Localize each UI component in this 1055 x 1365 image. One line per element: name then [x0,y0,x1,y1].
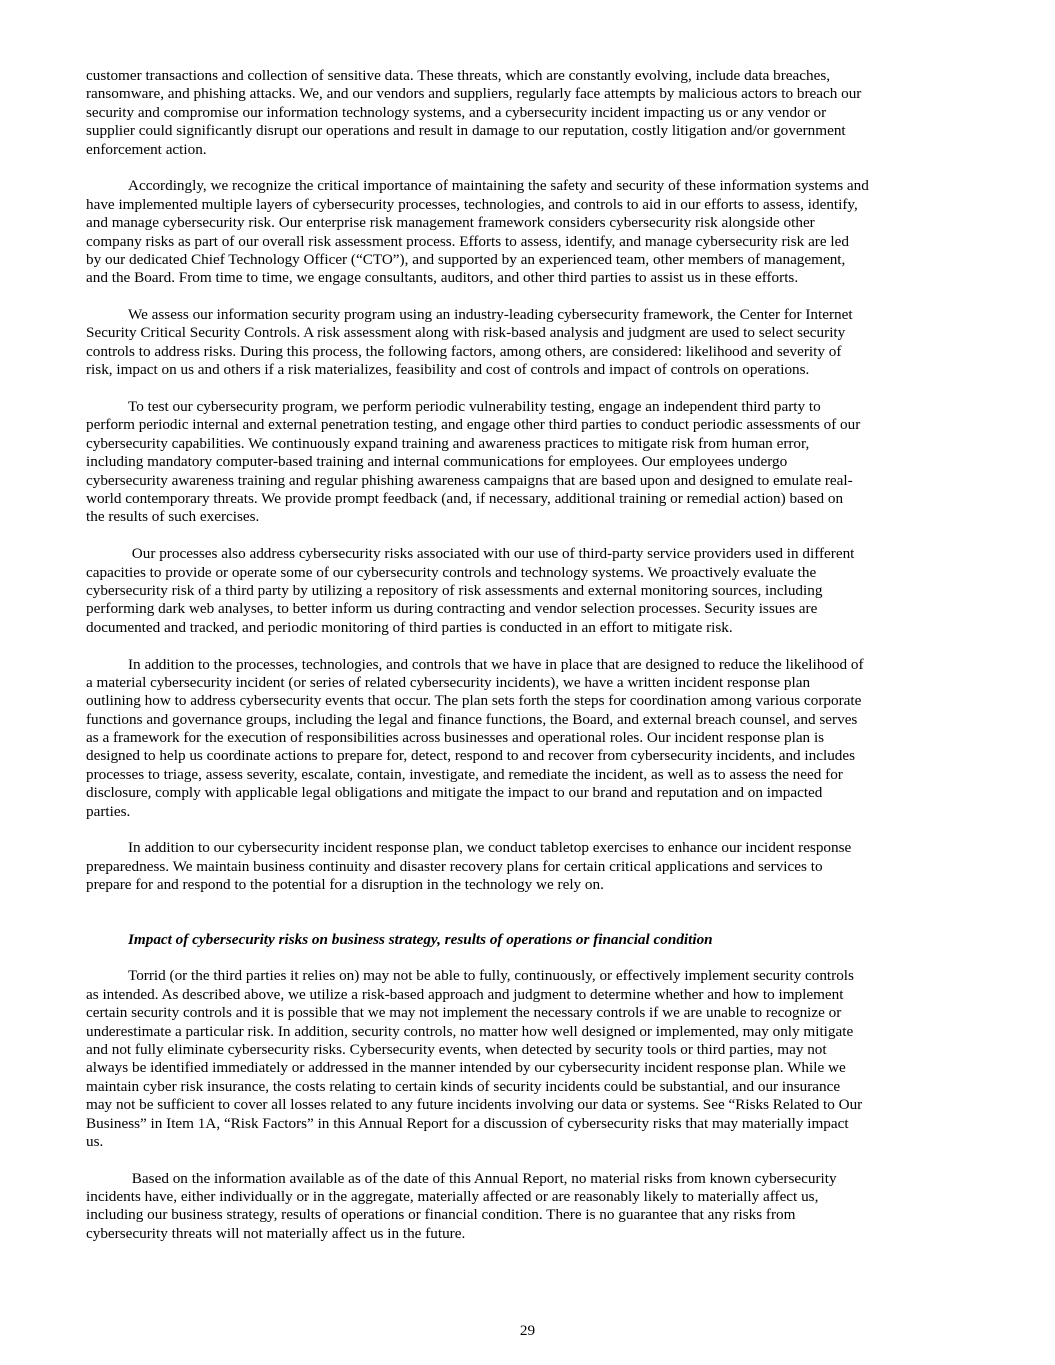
text-line: a material cybersecurity incident (or series of related cybersecurity incidents), we have a written incident response plan [86,673,811,691]
paragraph [86,656,976,822]
text-line: supplier could significantly disrupt our operations and result in damage to our reputation, costly litigation and/or government [86,122,846,140]
text-line: functions and governance groups, including the legal and finance functions, the Board, and external breach counsel, and serves [86,710,858,728]
text-line: have implemented multiple layers of cybersecurity processes, technologies, and controls to aid in our efforts to assess, identify, [86,195,858,213]
document-page [86,67,976,1262]
text-line: by our dedicated Chief Technology Officer (“CTO”), and supported by an experienced team, other members of management, [86,250,846,268]
text-line: as intended. As described above, we utilize a risk-based approach and judgment to determine whether and how to implement [86,985,844,1003]
paragraph [86,67,976,159]
text-line: outlining how to address cybersecurity events that occur. The plan sets forth the steps for coordination among various corporate [86,692,862,710]
text-line: To test our cybersecurity program, we perform periodic vulnerability testing, engage an independent third party to [128,398,821,416]
paragraph [86,1170,976,1244]
text-line: the results of such exercises. [86,508,260,526]
paragraph [86,398,976,527]
paragraph [86,177,976,287]
paragraph [86,839,976,894]
text-line: perform periodic internal and external penetration testing, and engage other third parties to conduct periodic assessments of our [86,416,861,434]
text-line: preparedness. We maintain business continuity and disaster recovery plans for certain critical applications and services to [86,857,823,875]
text-line: parties. [86,802,131,820]
text-line: cybersecurity awareness training and regular phishing awareness campaigns that are based upon and designed to emulate real- [86,471,853,489]
text-line: and the Board. From time to time, we engage consultants, auditors, and other third parties to assist us in these efforts. [86,269,799,287]
text-line: certain security controls and it is possible that we may not implement the necessary controls if we are unable to recognize or [86,1004,842,1022]
text-line: enforcement action. [86,140,207,158]
text-line: Based on the information available as of the date of this Annual Report, no material risks from known cybersecurity [128,1169,837,1187]
text-line: ransomware, and phishing attacks. We, and our vendors and suppliers, regularly face attempts by malicious actors to breach our [86,85,862,103]
text-line: Torrid (or the third parties it relies on) may not be able to fully, continuously, or effectively implement security controls [128,967,854,985]
text-line: performing dark web analyses, to better inform us during contracting and vendor selection processes. Security issues are [86,600,818,618]
text-line: and manage cybersecurity risk. Our enterprise risk management framework considers cybersecurity risk alongside other [86,214,815,232]
text-line: underestimate a particular risk. In addition, security controls, no matter how well designed or implemented, may only mitigate [86,1022,854,1040]
text-line: may not be sufficient to cover all losses related to any future incidents involving our data or systems. See “Risks Related to Our [86,1096,863,1114]
text-line: maintain cyber risk insurance, the costs relating to certain kinds of security incidents could be substantial, and our insurance [86,1077,841,1095]
text-line: Accordingly, we recognize the critical importance of maintaining the safety and security of these information systems and [128,177,869,195]
text-line: as a framework for the execution of responsibilities across businesses and operational roles. Our incident response plan is [86,729,825,747]
text-line: us. [86,1132,104,1150]
text-line: including our business strategy, results of operations or financial condition. There is no guarantee that any risks from [86,1206,796,1224]
section-heading: Impact of cybersecurity risks on business strategy, results of operations or financial condition [128,930,713,948]
text-line: and not fully eliminate cybersecurity risks. Cybersecurity events, when detected by security tools or third parties, may not [86,1040,827,1058]
text-line: documented and tracked, and periodic monitoring of third parties is conducted in an effort to mitigate risk. [86,618,733,636]
text-line: In addition to the processes, technologies, and controls that we have in place that are designed to reduce the likelihood of [128,655,864,673]
paragraphs-before-heading [86,67,976,895]
text-line: In addition to our cybersecurity incident response plan, we conduct tabletop exercises to enhance our incident response [128,839,852,857]
text-line: including mandatory computer-based training and internal communications for employees. Our employees undergo [86,453,788,471]
text-line: prepare for and respond to the potential for a disruption in the technology we rely on. [86,876,604,894]
text-line: capacities to provide or operate some of our cybersecurity controls and technology systems. We proactively evaluate the [86,563,817,581]
text-line: designed to help us coordinate actions to prepare for, detect, respond to and recover from cybersecurity incidents, and includes [86,747,856,765]
text-line: disclosure, comply with applicable legal obligations and mitigate the impact to our brand and reputation and on impacted [86,784,823,802]
text-line: cybersecurity capabilities. We continuously expand training and awareness practices to mitigate risk from human error, [86,434,810,452]
text-line: company risks as part of our overall risk assessment process. Efforts to assess, identify, and manage cybersecurity risk are led [86,232,849,250]
paragraph [86,545,976,637]
text-line: We assess our information security program using an industry-leading cybersecurity framework, the Center for Internet [128,306,853,324]
page-number: 29 [519,1322,536,1339]
text-line: cybersecurity threats will not materially affect us in the future. [86,1224,466,1242]
paragraph [86,967,976,1151]
paragraphs-after-heading [86,967,976,1243]
text-line: incidents have, either individually or in the aggregate, materially affected or are reasonably likely to materially affect us, [86,1188,819,1206]
text-line: Business” in Item 1A, “Risk Factors” in this Annual Report for a discussion of cybersecurity risks that may materially impact [86,1114,849,1132]
text-line: always be identified immediately or addressed in the manner intended by our cybersecurity incident response plan. While we [86,1059,846,1077]
text-line: customer transactions and collection of sensitive data. These threats, which are constantly evolving, include data breaches, [86,67,831,84]
text-line: world contemporary threats. We provide prompt feedback (and, if necessary, additional training or remedial action) based on [86,489,844,507]
text-line: processes to triage, assess severity, escalate, contain, investigate, and remediate the incident, as well as to assess the need for [86,765,843,783]
text-line: controls to address risks. During this process, the following factors, among others, are considered: likelihood and severity of [86,342,842,360]
text-line: risk, impact on us and others if a risk materializes, feasibility and cost of controls and impact of controls on operations. [86,361,810,379]
text-line: Security Critical Security Controls. A risk assessment along with risk-based analysis and judgment are used to select security [86,324,846,342]
text-line: security and compromise our information technology systems, and a cybersecurity incident impacting us or any vendor or [86,103,827,121]
text-line: cybersecurity risk of a third party by utilizing a repository of risk assessments and external monitoring sources, including [86,581,823,599]
paragraph [86,306,976,380]
text-line: Our processes also address cybersecurity risks associated with our use of third-party service providers used in different [128,545,855,563]
